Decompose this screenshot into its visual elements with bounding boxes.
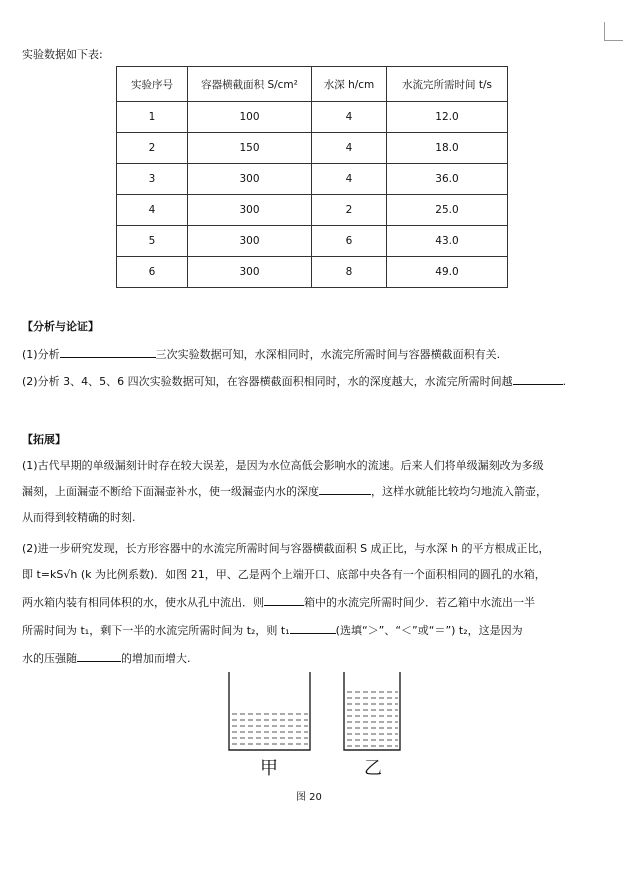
p2-line5-suffix: 的增加而增大. [121, 652, 191, 665]
table-cell: 4 [312, 164, 387, 195]
analysis-question-2 [22, 373, 566, 389]
tank-label-jia: 甲 [260, 758, 278, 779]
table-row [117, 195, 508, 226]
figure-caption: 图 20 [296, 792, 322, 803]
tank-yi-icon [344, 672, 400, 750]
table-row [117, 133, 508, 164]
table-cell: 3 [117, 164, 188, 195]
answer-blank[interactable] [290, 632, 336, 634]
table-cell: 5 [117, 226, 188, 257]
table-cell: 8 [312, 257, 387, 288]
p2-line3-prefix: 两水箱内装有相同体积的水，使水从孔中流出．则 [22, 596, 264, 609]
q2-prefix: (2)分析 3、4、5、6 四次实验数据可知，在容器横截面积相同时，水的深度越大，水流完所需时间越 [22, 375, 513, 388]
table-cell: 4 [312, 133, 387, 164]
p1-line2-prefix: 漏刻，上面漏壶不断给下面漏壶补水，使一级漏壶内水的深度 [22, 485, 319, 498]
extension-p2-line4 [22, 622, 523, 638]
q1-suffix: 三次实验数据可知，水深相同时，水流完所需时间与容器横截面积有关. [155, 348, 501, 361]
table-cell: 18.0 [387, 133, 508, 164]
p2-line3-suffix: 箱中的水流完所需时间少．若乙箱中水流出一半 [304, 596, 535, 609]
answer-blank[interactable] [264, 604, 304, 606]
table-cell: 36.0 [387, 164, 508, 195]
table-cell: 6 [117, 257, 188, 288]
table-cell: 2 [117, 133, 188, 164]
answer-blank[interactable] [319, 493, 371, 495]
table-cell: 49.0 [387, 257, 508, 288]
table-cell: 25.0 [387, 195, 508, 226]
table-row [117, 226, 508, 257]
extension-p1-line2 [22, 483, 547, 499]
q1-prefix: (1)分析 [22, 348, 60, 361]
table-cell: 4 [312, 102, 387, 133]
table-row [117, 257, 508, 288]
table-cell: 4 [117, 195, 188, 226]
p1-line2-suffix: ，这样水就能比较均匀地流入箭壶， [371, 485, 547, 498]
header-trial-number: 实验序号 [117, 67, 188, 102]
table-cell: 300 [188, 164, 312, 195]
analysis-question-1 [22, 346, 500, 362]
extension-p2-line1: (2)进一步研究发现，长方形容器中的水流完所需时间与容器横截面积 S 成正比，与水深 h 的平方根成正比， [22, 542, 550, 555]
p2-line4-part-a: 所需时间为 t₁，剩下一半的水流完所需时间为 t₂，则 t₁ [22, 624, 290, 637]
page-corner-mark [604, 22, 623, 41]
table-intro: 实验数据如下表: [22, 48, 103, 61]
table-cell: 43.0 [387, 226, 508, 257]
extension-section-title: 【拓展】 [22, 433, 66, 446]
header-drain-time: 水流完所需时间 t/s [387, 67, 508, 102]
table-cell: 300 [188, 257, 312, 288]
q2-suffix: . [562, 375, 567, 388]
experiment-data-table [116, 66, 508, 288]
tank-jia-icon [229, 672, 310, 750]
p2-line5-prefix: 水的压强随 [22, 652, 77, 665]
tank-label-yi: 乙 [364, 758, 382, 779]
p2-line4-part-b: (选填“＞”、“＜”或“＝”) t₂，这是因为 [335, 624, 523, 637]
header-cross-section-area: 容器横截面积 S/cm² [188, 67, 312, 102]
table-cell: 300 [188, 195, 312, 226]
analysis-section-title: 【分析与论证】 [22, 320, 99, 333]
table-cell: 1 [117, 102, 188, 133]
table-cell: 150 [188, 133, 312, 164]
extension-p2-line3 [22, 594, 535, 610]
table-header-row [117, 67, 508, 102]
header-water-depth: 水深 h/cm [312, 67, 387, 102]
table-cell: 2 [312, 195, 387, 226]
table-cell: 300 [188, 226, 312, 257]
answer-blank[interactable] [60, 356, 156, 358]
extension-p1-line3: 从而得到较精确的时刻. [22, 511, 136, 524]
table-cell: 6 [312, 226, 387, 257]
extension-p2-line2: 即 t=kS√h (k 为比例系数)．如图 21，甲、乙是两个上端开口、底部中央各有一个面积相同的圆孔的水箱， [22, 568, 546, 581]
answer-blank[interactable] [77, 660, 121, 662]
table-cell: 100 [188, 102, 312, 133]
answer-blank[interactable] [513, 383, 563, 385]
table-row [117, 164, 508, 195]
table-cell: 12.0 [387, 102, 508, 133]
extension-p1-line1: (1)古代早期的单级漏刻计时存在较大误差，是因为水位高低会影响水的流速。后来人们将单级漏刻改为多级 [22, 459, 544, 472]
table-row [117, 102, 508, 133]
